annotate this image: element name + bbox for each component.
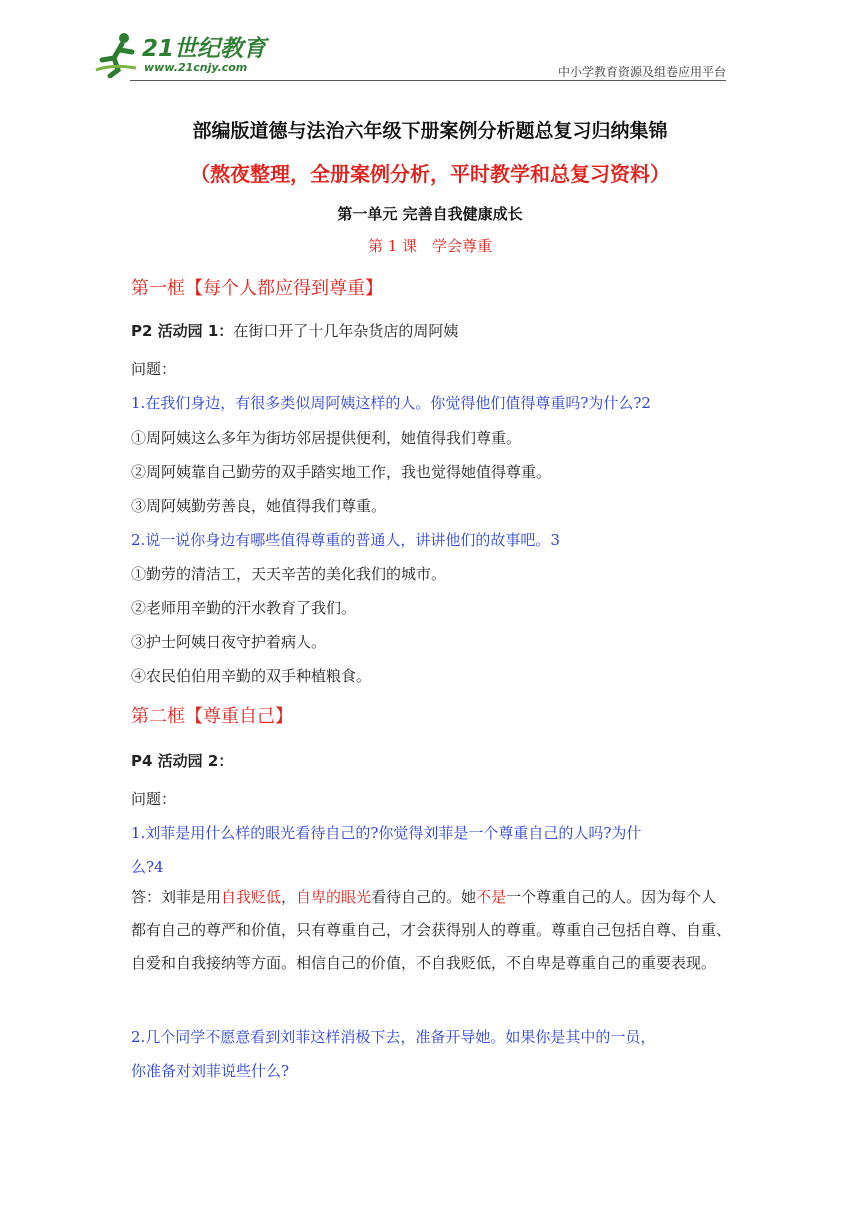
activity-label: P2 活动园 1： bbox=[131, 322, 234, 340]
unit-heading: 第一单元 完善自我健康成长 bbox=[337, 205, 523, 223]
answer-item: ③护士阿姨日夜守护着病人。 bbox=[131, 633, 327, 651]
platform-label: 中小学教育资源及组卷应用平台 bbox=[557, 65, 726, 79]
answer-item: ②周阿姨靠自己勤劳的双手踏实地工作，我也觉得她值得尊重。 bbox=[131, 463, 552, 481]
page-header bbox=[0, 0, 860, 90]
question-2-line1: 2.几个同学不愿意看到刘菲这样消极下去，准备开导她。如果你是其中的一员， bbox=[131, 1028, 656, 1046]
answer-paragraph bbox=[131, 881, 731, 980]
answer-highlight: 自我贬低 bbox=[221, 888, 282, 906]
section1-activity bbox=[131, 320, 458, 341]
answer-text: 一个尊重自己的人。因为每个人都有自己的尊严和价值，只有尊重自己，才会获得别人的尊重。尊重自己包括自尊、自重、自爱和自我接纳等方面。相信自己的价值，不自我贬低，不自卑是尊重自己的重要表现。 bbox=[131, 888, 732, 972]
answer-text: 答：刘菲是用 bbox=[131, 888, 222, 906]
answer-item: ②老师用辛勤的汗水教育了我们。 bbox=[131, 599, 357, 617]
logo-text: 21世纪教育 bbox=[142, 36, 267, 62]
answer-highlight: 不是 bbox=[476, 888, 507, 906]
activity-desc: 在街口开了十几年杂货店的周阿姨 bbox=[233, 322, 459, 340]
lesson-heading: 第 1 课 学会尊重 bbox=[367, 237, 493, 255]
question-1: 1.在我们身边，有很多类似周阿姨这样的人。你觉得他们值得尊重吗?为什么?2 bbox=[131, 394, 651, 412]
answer-item: ①周阿姨这么多年为街坊邻居提供便利，她值得我们尊重。 bbox=[131, 429, 522, 447]
answer-highlight: 自卑的眼光 bbox=[296, 888, 372, 906]
answer-text: ， bbox=[281, 888, 297, 906]
section1-heading: 第一框【每个人都应得到尊重】 bbox=[131, 278, 383, 299]
section2-heading: 第二框【尊重自己】 bbox=[131, 706, 293, 727]
question-1-line1: 1.刘菲是用什么样的眼光看待自己的?你觉得刘菲是一个尊重自己的人吗?为什 bbox=[131, 824, 642, 842]
question-1-line2: 么?4 bbox=[131, 858, 164, 876]
question-label: 问题： bbox=[131, 360, 177, 378]
question-label: 问题： bbox=[131, 790, 177, 808]
question-2-line2: 你准备对刘菲说些什么? bbox=[131, 1062, 290, 1080]
document-title: 部编版道德与法治六年级下册案例分析题总复习归纳集锦 bbox=[192, 120, 668, 142]
logo-url: www.21cnjy.com bbox=[144, 61, 248, 74]
question-2: 2.说一说你身边有哪些值得尊重的普通人，讲讲他们的故事吧。3 bbox=[131, 531, 560, 549]
runner-logo-icon bbox=[92, 30, 142, 78]
header-divider bbox=[130, 80, 726, 81]
answer-text: 看待自己的。她 bbox=[371, 888, 477, 906]
answer-item: ①勤劳的清洁工，天天辛苦的美化我们的城市。 bbox=[131, 565, 447, 583]
activity-label: P4 活动园 2： bbox=[131, 752, 234, 770]
section2-activity bbox=[131, 750, 233, 771]
answer-item: ④农民伯伯用辛勤的双手种植粮食。 bbox=[131, 667, 372, 685]
answer-item: ③周阿姨勤劳善良，她值得我们尊重。 bbox=[131, 497, 387, 515]
site-logo bbox=[92, 30, 267, 80]
document-subtitle: （熬夜整理，全册案例分析，平时教学和总复习资料） bbox=[190, 162, 670, 186]
